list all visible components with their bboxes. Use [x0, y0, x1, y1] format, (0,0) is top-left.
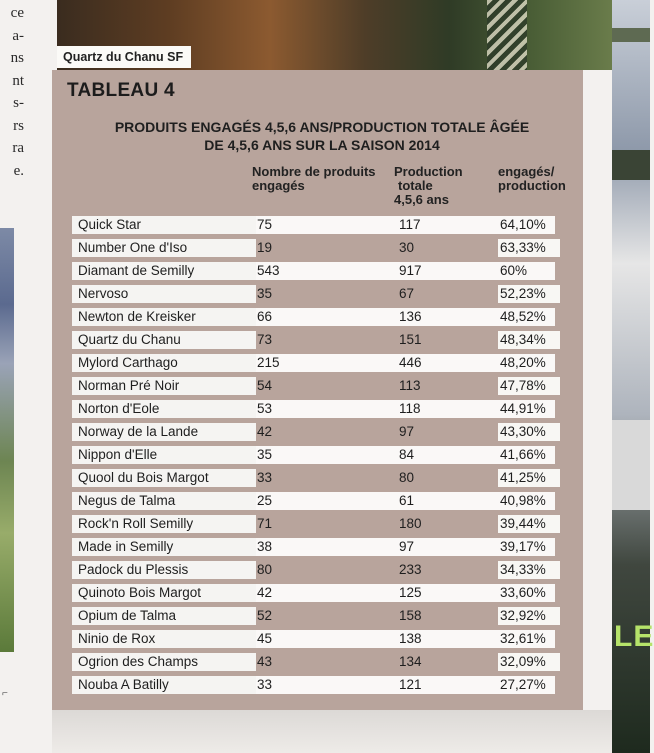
horse-name: Norman Pré Noir — [72, 377, 256, 395]
table-body — [72, 216, 560, 699]
table-row — [72, 423, 560, 446]
horse-name: Ogrion des Champs — [72, 653, 256, 671]
engaged-count: 33 — [257, 470, 273, 485]
header-production-line3: 4,5,6 ans — [394, 192, 449, 207]
engaged-count: 19 — [257, 240, 273, 255]
horse-name: Norton d'Eole — [72, 400, 256, 418]
engaged-count: 215 — [257, 355, 280, 370]
engaged-count: 52 — [257, 608, 273, 623]
header-ratio-line1: engagés/ — [498, 164, 555, 179]
engaged-ratio: 39,17% — [500, 539, 546, 554]
production-total: 158 — [399, 608, 422, 623]
horse-name: Nouba A Batilly — [72, 676, 256, 694]
horse-name: Norway de la Lande — [72, 423, 256, 441]
engaged-count: 42 — [257, 424, 273, 439]
production-total: 97 — [399, 539, 415, 554]
table-row — [72, 331, 560, 354]
table-row — [72, 446, 560, 469]
table-row — [72, 377, 560, 400]
horse-name: Rock'n Roll Semilly — [72, 515, 256, 533]
horse-name: Ninio de Rox — [72, 630, 256, 648]
engaged-ratio: 48,52% — [500, 309, 546, 324]
production-total: 134 — [399, 654, 422, 669]
engaged-ratio: 52,23% — [498, 285, 560, 303]
page-mark-icon: ⌐ — [2, 688, 8, 699]
production-total: 136 — [399, 309, 422, 324]
header-engaged-line2: engagés — [252, 178, 305, 193]
table-panel — [52, 70, 583, 710]
horse-name: Nervoso — [72, 285, 256, 303]
horse-name: Padock du Plessis — [72, 561, 256, 579]
header-ratio — [498, 165, 578, 193]
left-text-line: s- — [13, 95, 24, 111]
production-total: 67 — [399, 286, 415, 301]
horse-name: Quartz du Chanu — [72, 331, 256, 349]
horse-name: Made in Semilly — [72, 538, 256, 556]
engaged-ratio: 48,34% — [498, 331, 560, 349]
engaged-ratio: 39,44% — [498, 515, 560, 533]
next-page-heading: LE — [614, 620, 654, 653]
table-row — [72, 308, 560, 331]
table-row — [72, 607, 560, 630]
engaged-ratio: 27,27% — [500, 677, 546, 692]
left-text-line: e. — [13, 162, 24, 179]
engaged-count: 25 — [257, 493, 273, 508]
left-text-line: nt — [12, 72, 24, 89]
horse-name: Quool du Bois Margot — [72, 469, 256, 487]
engaged-ratio: 63,33% — [498, 239, 560, 257]
production-total: 180 — [399, 516, 422, 531]
header-production-line2: totale — [398, 178, 433, 193]
header-production-line1: Production — [394, 164, 463, 179]
table-row — [72, 492, 560, 515]
engaged-count: 45 — [257, 631, 273, 646]
horse-name: Mylord Carthago — [72, 354, 256, 372]
engaged-ratio: 40,98% — [500, 493, 546, 508]
page-bottom — [52, 710, 612, 753]
table-row — [72, 400, 560, 423]
table-row — [72, 584, 560, 607]
left-text-line: ns — [10, 50, 24, 66]
production-total: 113 — [399, 378, 421, 393]
engaged-count: 53 — [257, 401, 273, 416]
engaged-ratio: 41,66% — [500, 447, 546, 462]
engaged-count: 35 — [257, 447, 273, 462]
table-row — [72, 239, 560, 262]
engaged-count: 54 — [257, 378, 273, 393]
horse-name: Opium de Talma — [72, 607, 256, 625]
engaged-ratio: 41,25% — [498, 469, 560, 487]
engaged-count: 66 — [257, 309, 273, 324]
header-engaged-line1: Nombre de produits — [252, 164, 376, 179]
horse-name: Newton de Kreisker — [72, 308, 256, 326]
engaged-ratio: 34,33% — [498, 561, 560, 579]
header-ratio-line2: production — [498, 178, 566, 193]
engaged-count: 43 — [257, 654, 273, 669]
engaged-ratio: 60% — [500, 263, 528, 278]
engaged-count: 73 — [257, 332, 273, 347]
left-text-line: ra — [12, 140, 24, 156]
subtitle-line: PRODUITS ENGAGÉS 4,5,6 ANS/PRODUCTION TOTALE ÂGÉE — [114, 119, 530, 135]
production-total: 61 — [399, 493, 415, 508]
production-total: 97 — [399, 424, 415, 439]
garden-photo — [0, 228, 14, 652]
table-row — [72, 538, 560, 561]
production-total: 84 — [399, 447, 415, 462]
table-title: TABLEAU 4 — [67, 80, 175, 101]
engaged-ratio: 47,78% — [498, 377, 560, 395]
horse-name: Number One d'Iso — [72, 239, 256, 257]
left-text-line: a- — [12, 27, 24, 44]
horse-name: Nippon d'Elle — [72, 446, 256, 464]
header-engaged — [252, 165, 382, 193]
engaged-ratio: 48,20% — [500, 355, 546, 370]
engaged-count: 38 — [257, 539, 273, 554]
engaged-count: 42 — [257, 585, 273, 600]
table-row — [72, 285, 560, 308]
table-row — [72, 262, 560, 285]
engaged-count: 71 — [257, 516, 273, 531]
left-column-text — [0, 0, 24, 182]
table-row — [72, 216, 560, 239]
production-total: 118 — [399, 401, 421, 416]
production-total: 138 — [399, 631, 422, 646]
production-total: 121 — [399, 677, 422, 692]
engaged-count: 33 — [257, 677, 273, 692]
engaged-ratio: 33,60% — [500, 585, 546, 600]
production-total: 117 — [399, 217, 421, 232]
engaged-ratio: 32,61% — [500, 631, 546, 646]
subtitle-line: DE 4,5,6 ANS SUR LA SAISON 2014 — [204, 137, 440, 153]
production-total: 151 — [399, 332, 422, 347]
table-row — [72, 630, 560, 653]
left-text-line: rs — [13, 117, 24, 134]
engaged-count: 75 — [257, 217, 273, 232]
table-subtitle — [112, 118, 532, 154]
horse-name: Quinoto Bois Margot — [72, 584, 256, 602]
engaged-ratio: 64,10% — [500, 217, 546, 232]
engaged-count: 35 — [257, 286, 273, 301]
horse-name: Negus de Talma — [72, 492, 256, 510]
horse-name: Quick Star — [72, 216, 256, 234]
engaged-ratio: 44,91% — [500, 401, 546, 416]
production-total: 80 — [399, 470, 415, 485]
production-total: 917 — [399, 263, 422, 278]
header-production — [394, 165, 474, 207]
engaged-ratio: 43,30% — [498, 423, 560, 441]
table-row — [72, 469, 560, 492]
engaged-count: 80 — [257, 562, 273, 577]
horse-name: Diamant de Semilly — [72, 262, 256, 280]
left-text-line: ce — [10, 5, 24, 21]
halter-strap — [487, 0, 527, 70]
production-total: 233 — [399, 562, 422, 577]
engaged-count: 543 — [257, 263, 280, 278]
table-row — [72, 676, 560, 699]
table-row — [72, 653, 560, 676]
photo-caption: Quartz du Chanu SF — [57, 46, 191, 68]
production-total: 446 — [399, 355, 422, 370]
production-total: 125 — [399, 585, 422, 600]
table-row — [72, 561, 560, 584]
table-row — [72, 354, 560, 377]
table-row — [72, 515, 560, 538]
engaged-ratio: 32,09% — [498, 653, 560, 671]
engaged-ratio: 32,92% — [498, 607, 560, 625]
production-total: 30 — [399, 240, 415, 255]
